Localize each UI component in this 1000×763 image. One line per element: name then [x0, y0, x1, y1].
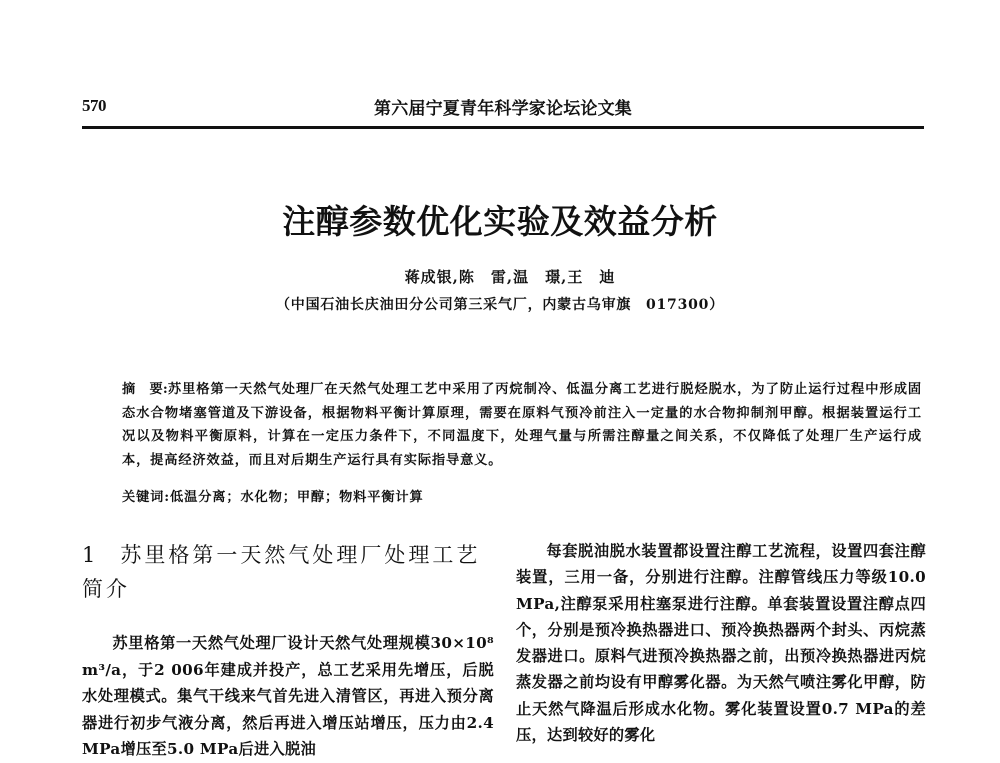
keywords-label: 关键词:: [122, 490, 171, 505]
page-number: 570: [82, 96, 106, 115]
journal-title: 第六届宁夏青年科学家论坛论文集: [374, 99, 632, 119]
abstract-text: 苏里格第一天然气处理厂在天然气处理工艺中采用了丙烷制冷、低温分离工艺进行脱烃脱水，为了防止运行过程中形成固态水合物堵塞管道及下游设备，根据物料平衡计算原理，需要在原料气预冷前注入一定量的水合物抑制剂甲醇。根据装置运行工况以及物料平衡原料，计算在一定压力条件下，不同温度下，处理气量与所需注醇量之间关系，不仅降低了处理厂生产运行成本，提高经济效益，而且对后期生产运行具有实际指导意义。: [122, 382, 923, 468]
authors: 蒋成银,陈 雷,温 璟,王 迪: [404, 268, 616, 286]
left-column: [82, 538, 494, 763]
keywords-text: 低温分离；水化物；甲醇；物料平衡计算: [170, 490, 424, 505]
right-column: [516, 538, 926, 748]
paper-title: 注醇参数优化实验及效益分析: [282, 202, 718, 241]
running-header: [82, 92, 924, 126]
abstract: [122, 378, 922, 472]
abstract-label: 摘 要:: [122, 382, 168, 397]
body-paragraph: 苏里格第一天然气处理厂设计天然气处理规模30×10⁸ m³/a，于2 006年建成并投产，总工艺采用先增压，后脱水处理模式。集气干线来气首先进入清管区，再进入预分离器进行初步气液分离，然后再进入增压站增压，压力由2.4 MPa增压至5.0 MPa后进入脱油: [82, 634, 494, 758]
keywords: [122, 486, 424, 505]
section-number: 1: [82, 543, 99, 567]
header-rule: [82, 126, 924, 129]
section-heading: [82, 538, 494, 606]
affiliation: （中国石油长庆油田分公司第三采气厂，内蒙古乌审旗 017300）: [275, 297, 725, 313]
body-paragraph: 每套脱油脱水装置都设置注醇工艺流程，设置四套注醇装置，三用一备，分别进行注醇。注醇管线压力等级10.0 MPa,注醇泵采用柱塞泵进行注醇。单套装置设置注醇点四个，分别是预冷换热器进口、预冷换热器两个封头、丙烷蒸发器进口。原料气进预冷换热器之前，出预冷换热器进丙烷蒸发器之前均设有甲醇雾化器。为天然气喷注雾化甲醇，防止天然气降温后形成水化物。雾化装置设置0.7 MPa的差压，达到较好的雾化: [516, 542, 926, 745]
section-title: 苏里格第一天然气处理厂处理工艺简介: [82, 543, 481, 601]
